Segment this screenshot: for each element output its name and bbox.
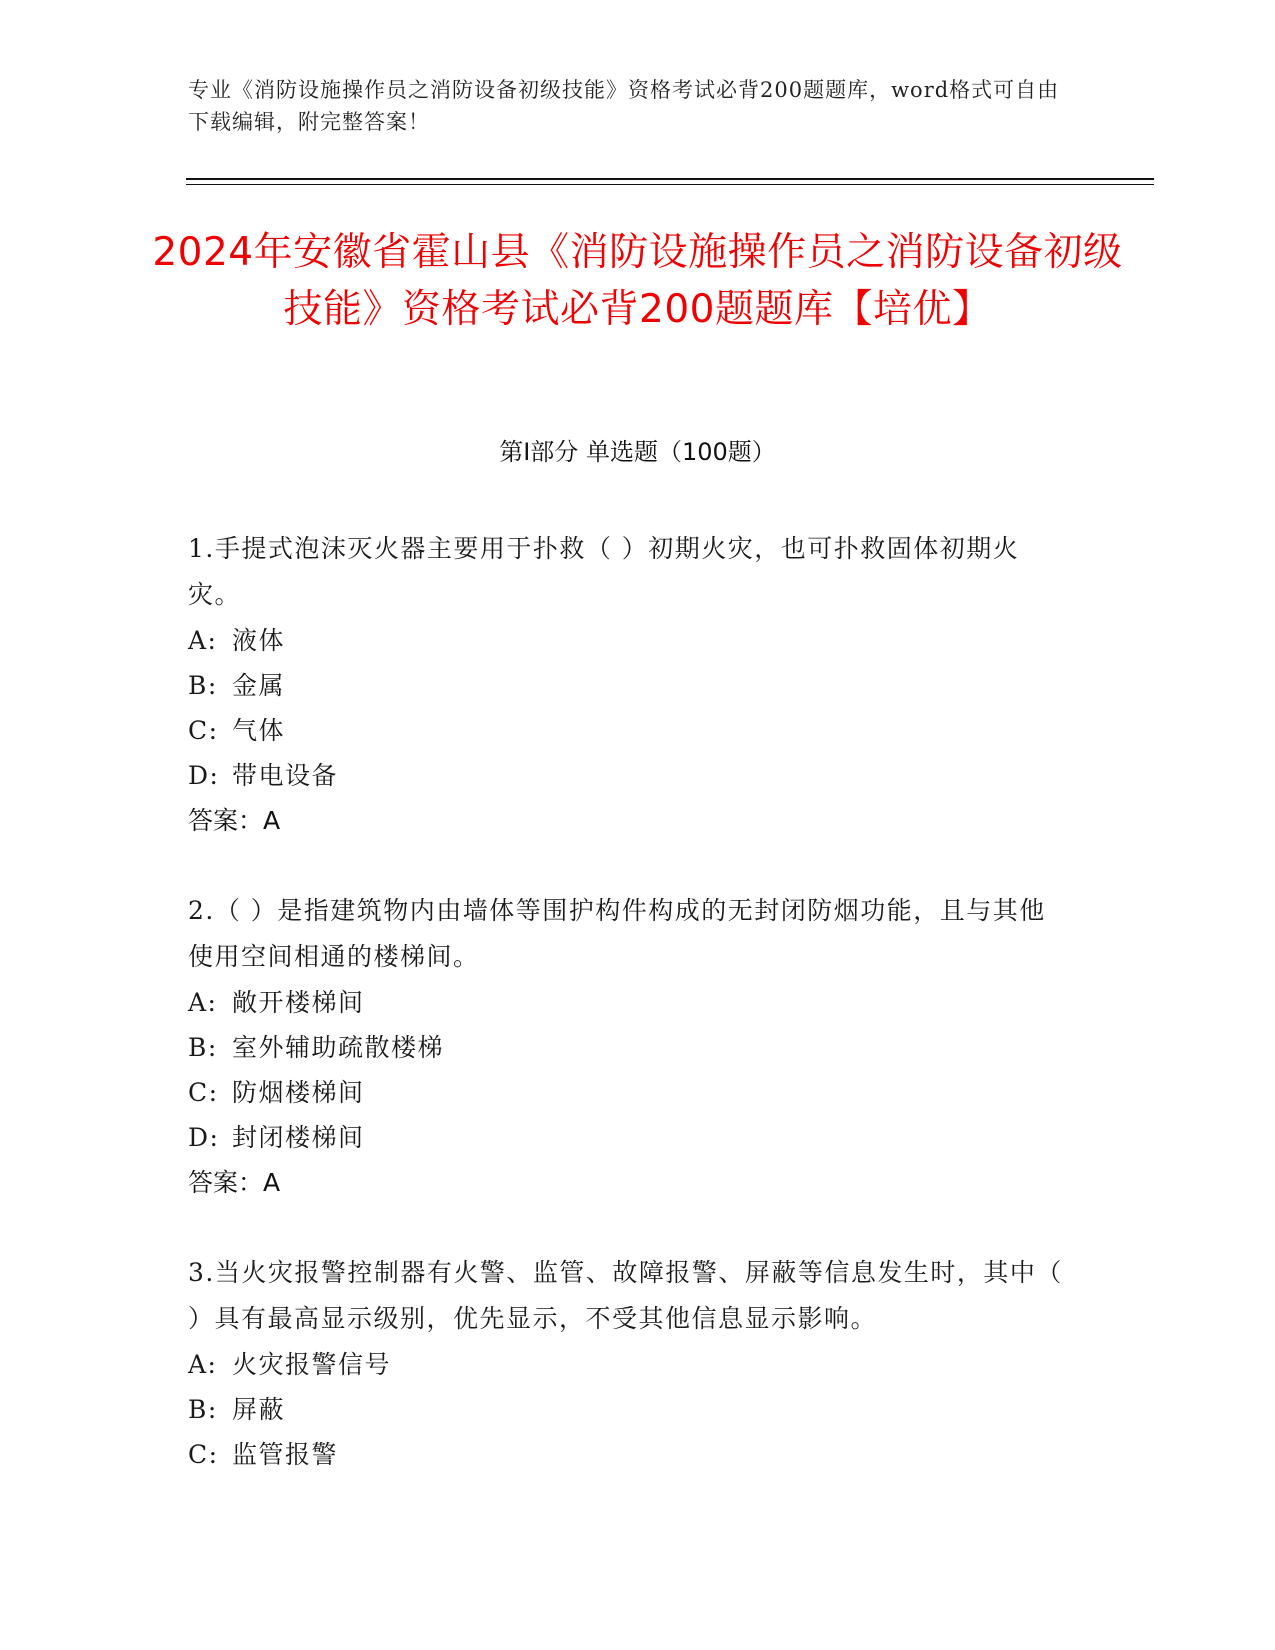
- option-text: 室外辅助疏散楼梯: [232, 1033, 445, 1062]
- question-1: [188, 526, 1068, 844]
- option-key: C:: [188, 1440, 219, 1469]
- question-3: [188, 1250, 1068, 1477]
- option-key: A:: [188, 1350, 218, 1379]
- option-text: 封闭楼梯间: [232, 1123, 365, 1152]
- option-text: 带电设备: [232, 761, 339, 790]
- option-d: [188, 753, 1068, 798]
- question-spacer: [188, 1206, 1068, 1250]
- question-2: [188, 888, 1068, 1206]
- option-a: [188, 1342, 1068, 1387]
- option-key: C:: [188, 1078, 219, 1107]
- option-text: 屏蔽: [232, 1395, 286, 1424]
- header-divider-thick: [186, 178, 1154, 180]
- question-answer: 答案：A: [188, 806, 281, 835]
- option-text: 气体: [232, 716, 286, 745]
- option-key: D:: [188, 1123, 220, 1152]
- option-b: [188, 1387, 1068, 1432]
- option-text: 火灾报警信号: [232, 1350, 392, 1379]
- option-d: [188, 1115, 1068, 1160]
- header-note: 专业《消防设施操作员之消防设备初级技能》资格考试必背200题题库，word格式可自由下载编辑，附完整答案！: [188, 78, 1060, 134]
- option-text: 液体: [232, 626, 286, 655]
- question-stem: 2.（ ）是指建筑物内由墙体等围护构件构成的无封闭防烟功能，且与其他使用空间相通的楼梯间。: [188, 896, 1046, 971]
- option-key: A:: [188, 626, 218, 655]
- option-key: B:: [188, 1395, 218, 1424]
- option-key: D:: [188, 761, 220, 790]
- option-key: C:: [188, 716, 219, 745]
- option-c: [188, 1432, 1068, 1477]
- option-a: [188, 618, 1068, 663]
- option-text: 金属: [232, 671, 286, 700]
- header-divider-thin: [186, 184, 1154, 185]
- option-key: B:: [188, 671, 218, 700]
- question-list: [188, 526, 1068, 1477]
- question-spacer: [188, 844, 1068, 888]
- option-key: A:: [188, 988, 218, 1017]
- option-a: [188, 980, 1068, 1025]
- option-c: [188, 708, 1068, 753]
- option-c: [188, 1070, 1068, 1115]
- document-title: 2024年安徽省霍山县《消防设施操作员之消防设备初级技能》资格考试必背200题题库【培优】: [152, 230, 1123, 332]
- option-text: 敞开楼梯间: [232, 988, 365, 1017]
- option-b: [188, 663, 1068, 708]
- option-key: B:: [188, 1033, 218, 1062]
- question-answer: 答案：A: [188, 1168, 281, 1197]
- question-stem: 1.手提式泡沫灭火器主要用于扑救（ ）初期火灾，也可扑救固体初期火灾。: [188, 534, 1020, 609]
- section-title: 第Ⅰ部分 单选题（100题）: [499, 438, 776, 466]
- question-stem: 3.当火灾报警控制器有火警、监管、故障报警、屏蔽等信息发生时，其中（ ）具有最高显示级别，优先显示，不受其他信息显示影响。: [188, 1258, 1063, 1333]
- option-text: 监管报警: [232, 1440, 339, 1469]
- option-text: 防烟楼梯间: [232, 1078, 365, 1107]
- option-b: [188, 1025, 1068, 1070]
